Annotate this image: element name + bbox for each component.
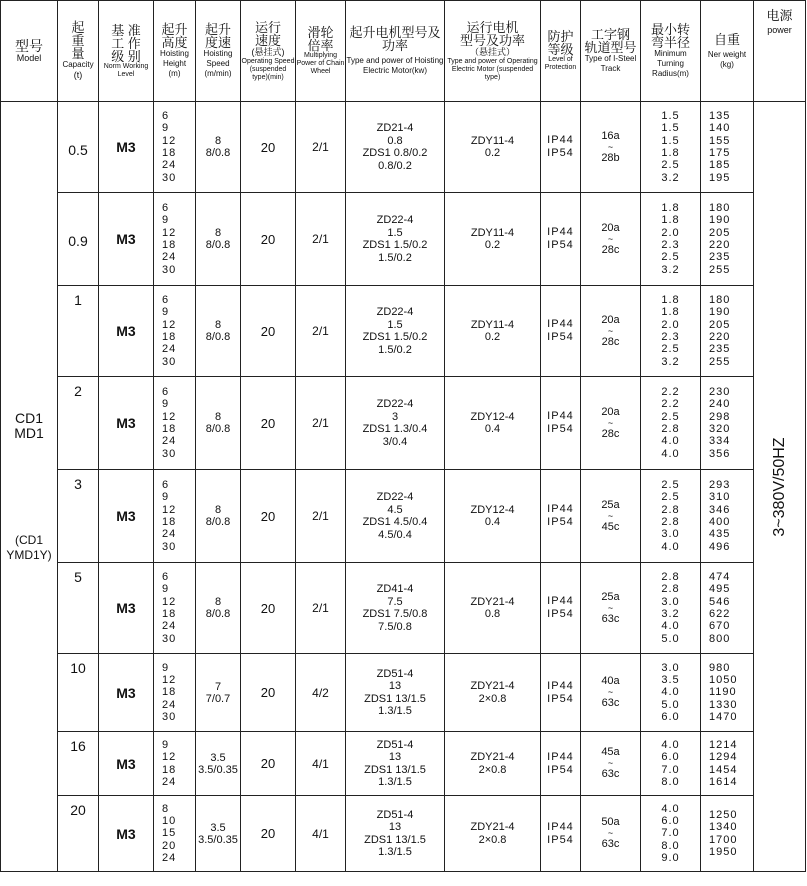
header-track-zh2: 轨道型号 [584, 40, 637, 55]
op-motor-cell [445, 563, 541, 654]
heights-list: 6 9 12 18 24 30 [162, 386, 177, 460]
track-top: 40a [601, 675, 620, 687]
table-row [1, 286, 806, 377]
capacity-cell: 20 [58, 796, 99, 872]
capacity-cell: 1 [58, 286, 99, 377]
speed-value: 8 8/0.8 [205, 319, 231, 343]
header-op-motor-zh1: 运行电机 [466, 19, 519, 35]
radius-list: 2.2 2.2 2.5 2.8 4.0 4.0 [661, 386, 680, 460]
weight-cell [701, 732, 754, 796]
multiplier-cell: 2/1 [296, 286, 346, 377]
op-motor-cell [445, 102, 541, 193]
op-motor-value: ZDY21-4 2×0.8 [470, 680, 515, 705]
hoist-motor-value: ZD51-4 13 ZDS1 13/1.5 1.3/1.5 [364, 738, 426, 788]
radius-cell [641, 732, 701, 796]
level-cell: M3 [99, 193, 154, 286]
op-motor-value: ZDY12-4 0.4 [470, 503, 515, 528]
table-row [1, 796, 806, 872]
radius-list: 1.8 1.8 2.0 2.3 2.5 3.2 [661, 202, 680, 276]
header-op-speed-en: Operating Speed (suspended type)(min) [241, 57, 295, 81]
level-cell: M3 [99, 470, 154, 563]
radius-cell [641, 654, 701, 732]
track-tilde: ~ [607, 417, 614, 428]
speed-cell [196, 732, 241, 796]
heights-cell [154, 470, 196, 563]
speed-cell [196, 286, 241, 377]
weight-cell [701, 193, 754, 286]
protection-value: IP44 IP54 [547, 318, 574, 343]
speed-value: 3.5 3.5/0.35 [198, 751, 238, 776]
header-weight [701, 1, 754, 102]
weight-list: 1250 1340 1700 1950 [709, 808, 738, 858]
header-height-zh2: 高度 [161, 35, 188, 50]
hoist-motor-cell [346, 102, 445, 193]
capacity-cell: 5 [58, 563, 99, 654]
weight-list: 180 190 205 220 235 255 [709, 202, 731, 276]
radius-cell [641, 286, 701, 377]
spec-body [1, 102, 806, 872]
header-capacity [58, 1, 99, 102]
op-motor-cell [445, 377, 541, 470]
op-speed-cell: 20 [241, 102, 296, 193]
header-power [754, 1, 806, 102]
multiplier-cell: 2/1 [296, 102, 346, 193]
header-speed-en2: Speed [206, 59, 230, 68]
level-cell: M3 [99, 796, 154, 872]
header-op-motor [445, 1, 541, 102]
weight-list: 230 240 298 320 334 356 [709, 386, 731, 460]
heights-list: 6 9 12 18 24 30 [162, 202, 177, 276]
track-bottom: 63c [601, 768, 620, 780]
header-power-zh: 电源 [766, 8, 793, 23]
speed-value: 7 7/0.7 [205, 680, 231, 705]
track-cell [581, 286, 641, 377]
speed-value: 8 8/0.8 [205, 227, 231, 251]
speed-cell [196, 470, 241, 563]
capacity-cell: 0.5 [58, 102, 99, 193]
track-bottom: 63c [601, 612, 620, 625]
radius-list: 4.0 6.0 7.0 8.0 9.0 [661, 802, 680, 864]
track-bottom: 28c [601, 427, 620, 440]
model-line1: CD1 [14, 409, 43, 426]
header-track-zh1: 工字钢 [590, 27, 630, 42]
header-capacity-zh: 起重量 [71, 20, 85, 61]
hoist-motor-value: ZD22-4 3 ZDS1 1.3/0.4 3/0.4 [362, 398, 428, 448]
header-hoist-motor-en: Type and power of Hoisting Electric Motor(kw) [346, 56, 444, 75]
speed-value: 3.5 3.5/0.35 [198, 821, 238, 846]
table-row [1, 193, 806, 286]
header-op-motor-zh2: 型号及功率 [459, 32, 525, 48]
track-top: 20a [601, 221, 620, 234]
speed-cell [196, 193, 241, 286]
heights-cell [154, 193, 196, 286]
weight-cell [701, 563, 754, 654]
hoist-motor-cell [346, 286, 445, 377]
speed-cell [196, 654, 241, 732]
op-motor-value: ZDY12-4 0.4 [470, 410, 515, 435]
op-motor-value: ZDY21-4 2×0.8 [470, 751, 515, 776]
weight-cell [701, 654, 754, 732]
header-protection-en: Level of Protection [544, 56, 577, 71]
track-top: 25a [601, 498, 620, 511]
track-cell [581, 377, 641, 470]
radius-cell [641, 102, 701, 193]
hoist-motor-cell [346, 563, 445, 654]
header-op-speed-zh3: (悬挂式) [251, 46, 285, 57]
weight-list: 474 495 546 622 670 800 [709, 571, 731, 645]
hoist-motor-value: ZD51-4 13 ZDS1 13/1.5 1.3/1.5 [364, 808, 426, 858]
header-op-speed [241, 1, 296, 102]
model-line4: YMD1Y) [6, 547, 52, 562]
track-bottom: 28c [601, 335, 620, 348]
protection-cell [541, 377, 581, 470]
model-line3: (CD1 [14, 532, 43, 547]
protection-cell [541, 193, 581, 286]
header-radius [641, 1, 701, 102]
multiplier-cell: 4/1 [296, 796, 346, 872]
track-top: 45a [601, 746, 620, 758]
header-model-zh: 型号 [15, 37, 43, 54]
track-top: 16a [601, 129, 620, 142]
radius-list: 1.8 1.8 2.0 2.3 2.5 3.2 [661, 294, 680, 368]
table-row [1, 563, 806, 654]
track-cell [581, 470, 641, 563]
table-row [1, 102, 806, 193]
op-speed-cell: 20 [241, 654, 296, 732]
header-height [154, 1, 196, 102]
track-top: 50a [601, 816, 620, 828]
radius-cell [641, 470, 701, 563]
header-multiplier-zh2: 倍率 [307, 38, 334, 53]
power-value: 3~380V/50HZ [770, 436, 788, 537]
radius-list: 1.5 1.5 1.5 1.8 2.5 3.2 [661, 110, 680, 184]
heights-list: 6 9 12 18 24 30 [162, 294, 177, 368]
header-track [581, 1, 641, 102]
header-speed-unit: (m/min) [204, 69, 232, 78]
header-multiplier [296, 1, 346, 102]
speed-value: 8 8/0.8 [205, 504, 231, 528]
track-cell [581, 193, 641, 286]
weight-list: 135 140 155 175 185 195 [709, 110, 731, 184]
multiplier-cell: 2/1 [296, 470, 346, 563]
weight-cell [701, 377, 754, 470]
op-motor-cell [445, 193, 541, 286]
capacity-cell: 16 [58, 732, 99, 796]
op-speed-cell: 20 [241, 193, 296, 286]
track-cell [581, 102, 641, 193]
protection-value: IP44 IP54 [547, 226, 574, 251]
op-speed-cell: 20 [241, 732, 296, 796]
op-motor-cell [445, 470, 541, 563]
header-height-en2: Height [162, 59, 187, 68]
track-cell [581, 796, 641, 872]
track-bottom: 63c [601, 838, 620, 850]
heights-cell [154, 796, 196, 872]
radius-list: 4.0 6.0 7.0 8.0 [661, 738, 680, 788]
weight-cell [701, 470, 754, 563]
track-cell [581, 732, 641, 796]
multiplier-cell: 4/1 [296, 732, 346, 796]
capacity-cell: 3 [58, 470, 99, 563]
level-cell: M3 [99, 377, 154, 470]
op-motor-value: ZDY21-4 2×0.8 [470, 821, 515, 846]
level-cell: M3 [99, 563, 154, 654]
heights-cell [154, 654, 196, 732]
track-tilde: ~ [607, 828, 614, 838]
header-multiplier-en: Multiplying Power of Chain Wheel [296, 52, 345, 75]
header-work-level-en: Norm Working Level [103, 62, 149, 78]
hoist-motor-cell [346, 654, 445, 732]
op-speed-cell: 20 [241, 563, 296, 654]
multiplier-cell: 2/1 [296, 563, 346, 654]
header-weight-en: Ner weight [707, 49, 747, 59]
hoist-motor-value: ZD51-4 13 ZDS1 13/1.5 1.3/1.5 [364, 667, 426, 717]
track-top: 20a [601, 313, 620, 326]
radius-cell [641, 193, 701, 286]
capacity-cell: 10 [58, 654, 99, 732]
heights-cell [154, 377, 196, 470]
heights-list: 9 12 18 24 30 [162, 661, 177, 723]
track-tilde: ~ [607, 602, 614, 613]
header-height-en1: Hoisting [160, 49, 189, 58]
op-motor-value: ZDY21-4 0.8 [470, 595, 515, 620]
header-radius-en: Minimum Turning Radius(m) [652, 49, 689, 78]
header-weight-unit: (kg) [720, 59, 734, 69]
header-height-unit: (m) [168, 69, 181, 78]
radius-list: 2.5 2.5 2.8 2.8 3.0 4.0 [661, 479, 680, 553]
speed-value: 8 8/0.8 [205, 411, 231, 435]
op-motor-value: ZDY11-4 0.2 [470, 318, 515, 343]
protection-value: IP44 IP54 [547, 410, 574, 435]
model-line2: MD1 [14, 424, 44, 441]
header-hoist-motor-zh: 起升电机型号及功率 [349, 25, 441, 53]
table-row [1, 470, 806, 563]
level-cell: M3 [99, 654, 154, 732]
table-row [1, 654, 806, 732]
hoist-motor-value: ZD21-4 0.8 ZDS1 0.8/0.2 0.8/0.2 [362, 122, 428, 172]
header-hoist-motor [346, 1, 445, 102]
hoist-motor-cell [346, 377, 445, 470]
track-cell [581, 654, 641, 732]
track-tilde: ~ [607, 325, 614, 336]
track-tilde: ~ [607, 141, 614, 152]
heights-list: 6 9 12 18 24 30 [162, 110, 177, 184]
level-cell: M3 [99, 732, 154, 796]
radius-cell [641, 377, 701, 470]
hoist-motor-value: ZD41-4 7.5 ZDS1 7.5/0.8 7.5/0.8 [362, 583, 428, 633]
protection-value: IP44 IP54 [547, 503, 574, 528]
header-speed-en1: Hoisting [203, 49, 233, 58]
track-bottom: 28c [601, 243, 620, 256]
header-speed-zh1: 起升 [204, 22, 231, 37]
weight-list: 980 1050 1190 1330 1470 [709, 661, 738, 723]
protection-cell [541, 102, 581, 193]
hoist-motor-value: ZD22-4 1.5 ZDS1 1.5/0.2 1.5/0.2 [362, 306, 428, 356]
protection-cell [541, 563, 581, 654]
header-row [1, 1, 806, 102]
header-radius-zh2: 弯半径 [650, 35, 690, 50]
heights-list: 6 9 12 18 24 30 [162, 571, 177, 645]
header-protection-zh1: 防护 [547, 29, 574, 44]
radius-cell [641, 796, 701, 872]
protection-value: IP44 IP54 [547, 134, 574, 159]
heights-list: 6 9 12 18 24 30 [162, 479, 177, 553]
power-cell [754, 102, 806, 872]
protection-value: IP44 IP54 [547, 750, 574, 776]
track-cell [581, 563, 641, 654]
speed-cell [196, 563, 241, 654]
header-power-en: power [767, 25, 792, 35]
multiplier-cell: 2/1 [296, 193, 346, 286]
multiplier-cell: 4/2 [296, 654, 346, 732]
hoist-motor-cell [346, 193, 445, 286]
protection-value: IP44 IP54 [547, 595, 574, 620]
protection-cell [541, 470, 581, 563]
track-tilde: ~ [607, 758, 614, 768]
weight-cell [701, 286, 754, 377]
capacity-cell: 0.9 [58, 193, 99, 286]
header-op-speed-zh1: 运行 [254, 19, 281, 35]
protection-value: IP44 IP54 [547, 820, 574, 846]
track-tilde: ~ [607, 687, 614, 697]
track-tilde: ~ [607, 233, 614, 244]
protection-value: IP44 IP54 [547, 679, 574, 705]
header-model-en: Model [16, 52, 42, 63]
weight-list: 180 190 205 220 235 255 [709, 294, 731, 368]
op-speed-cell: 20 [241, 377, 296, 470]
header-speed-zh2: 度速 [204, 35, 231, 50]
op-motor-cell [445, 654, 541, 732]
header-capacity-unit: (t) [73, 70, 83, 80]
capacity-cell: 2 [58, 377, 99, 470]
heights-list: 8 10 15 20 24 [162, 802, 177, 864]
header-height-zh1: 起升 [161, 22, 188, 37]
speed-cell [196, 102, 241, 193]
op-motor-value: ZDY11-4 0.2 [470, 134, 515, 159]
heights-cell [154, 102, 196, 193]
speed-value: 8 8/0.8 [205, 135, 231, 159]
header-protection-zh2: 等级 [547, 42, 574, 57]
track-top: 25a [601, 590, 620, 603]
op-speed-cell: 20 [241, 470, 296, 563]
op-speed-cell: 20 [241, 286, 296, 377]
weight-list: 293 310 346 400 435 496 [709, 479, 731, 553]
header-protection [541, 1, 581, 102]
header-op-motor-en: Type and power of Operating Electric Motor (suspended type) [447, 57, 538, 81]
table-row [1, 732, 806, 796]
hoist-motor-cell [346, 470, 445, 563]
heights-cell [154, 286, 196, 377]
header-work-level-zh1: 基 准 [111, 22, 141, 38]
speed-cell [196, 796, 241, 872]
protection-cell [541, 286, 581, 377]
speed-cell [196, 377, 241, 470]
header-work-level-zh3: 级 别 [111, 48, 141, 64]
hoist-motor-value: ZD22-4 4.5 ZDS1 4.5/0.4 4.5/0.4 [362, 491, 428, 541]
header-op-motor-zh3: （悬挂式） [469, 46, 515, 57]
protection-cell [541, 732, 581, 796]
track-bottom: 45c [601, 520, 620, 533]
level-cell: M3 [99, 286, 154, 377]
radius-cell [641, 563, 701, 654]
header-model [1, 1, 58, 102]
track-bottom: 63c [601, 697, 620, 709]
track-top: 20a [601, 405, 620, 418]
header-work-level [99, 1, 154, 102]
speed-value: 8 8/0.8 [205, 596, 231, 620]
model-cell [1, 102, 58, 872]
header-work-level-zh2: 工 作 [111, 35, 141, 51]
table-row [1, 377, 806, 470]
heights-cell [154, 732, 196, 796]
level-cell: M3 [99, 102, 154, 193]
header-track-en: Type of I-Steel Track [584, 54, 637, 73]
header-op-speed-zh2: 速度 [254, 32, 281, 48]
op-motor-cell [445, 796, 541, 872]
header-capacity-en: Capacity [62, 60, 94, 69]
protection-cell [541, 796, 581, 872]
weight-list: 1214 1294 1454 1614 [709, 738, 738, 788]
hoist-motor-cell [346, 796, 445, 872]
hoist-motor-value: ZD22-4 1.5 ZDS1 1.5/0.2 1.5/0.2 [362, 214, 428, 264]
op-motor-cell [445, 286, 541, 377]
heights-cell [154, 563, 196, 654]
header-speed [196, 1, 241, 102]
track-bottom: 28b [601, 151, 620, 164]
multiplier-cell: 2/1 [296, 377, 346, 470]
heights-list: 9 12 18 24 [162, 738, 177, 788]
weight-cell [701, 102, 754, 193]
op-motor-value: ZDY11-4 0.2 [470, 226, 515, 251]
weight-cell [701, 796, 754, 872]
op-speed-cell: 20 [241, 796, 296, 872]
hoist-motor-cell [346, 732, 445, 796]
track-tilde: ~ [607, 510, 614, 521]
header-multiplier-zh1: 滑轮 [307, 25, 334, 40]
radius-list: 3.0 3.5 4.0 5.0 6.0 [661, 661, 680, 723]
header-radius-zh1: 最小转 [650, 22, 690, 37]
header-weight-zh: 自重 [713, 31, 740, 47]
op-motor-cell [445, 732, 541, 796]
protection-cell [541, 654, 581, 732]
radius-list: 2.8 2.8 3.0 3.2 4.0 5.0 [661, 571, 680, 645]
